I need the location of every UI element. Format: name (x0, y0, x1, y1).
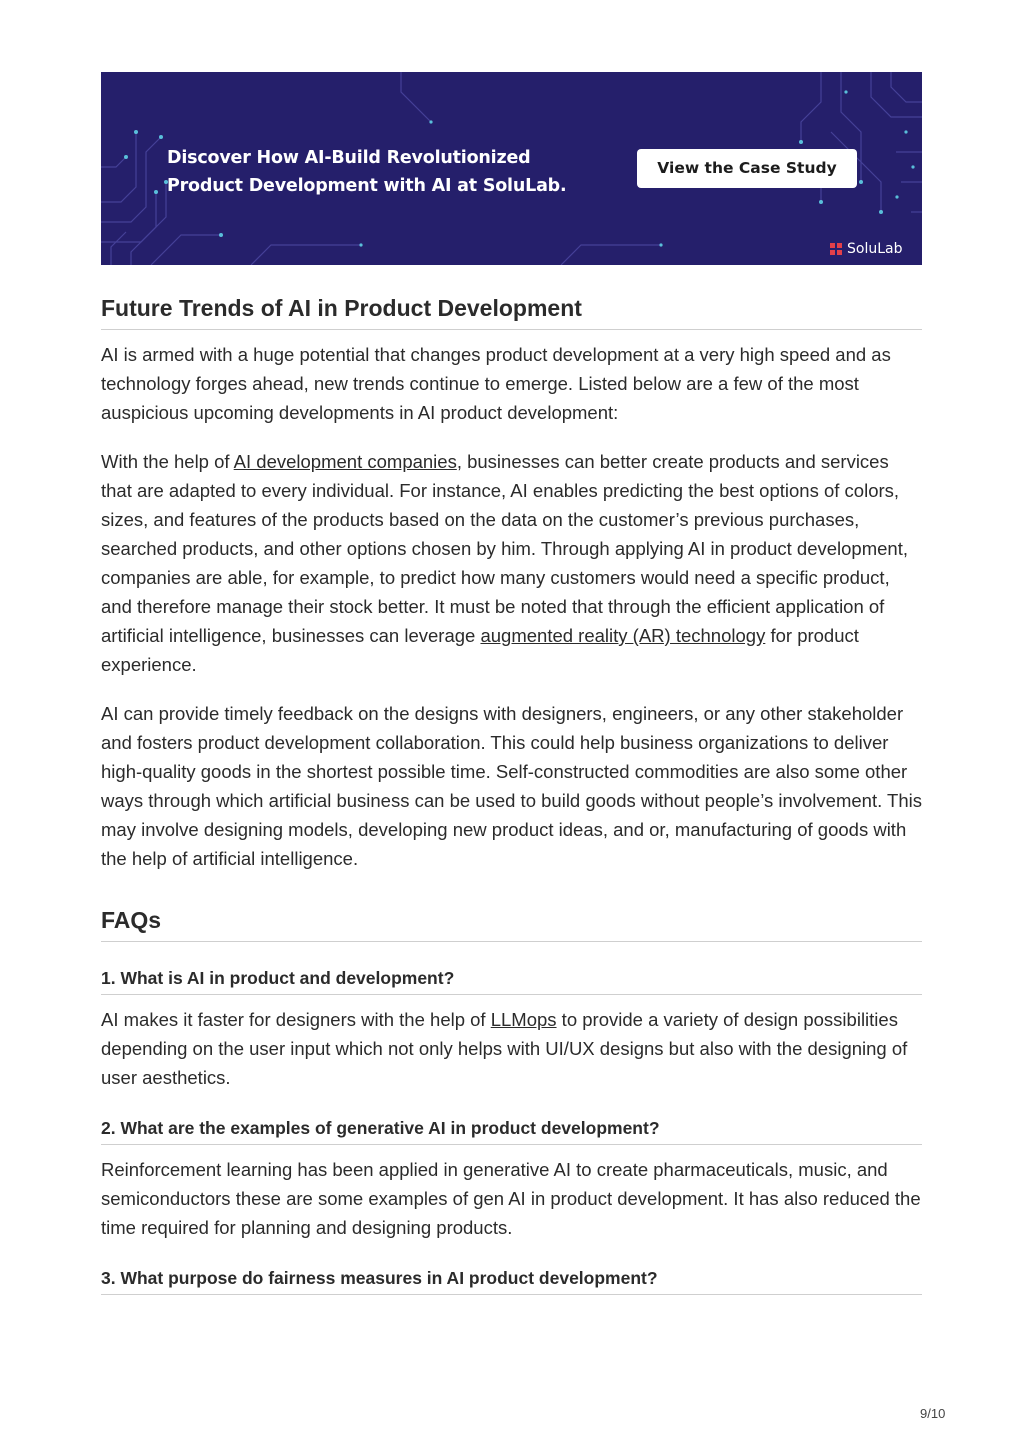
paragraph-personalization (101, 447, 922, 679)
faq-question-1: 1. What is AI in product and development? (101, 968, 922, 995)
view-case-study-button[interactable]: View the Case Study (637, 149, 857, 188)
case-study-banner[interactable] (101, 72, 922, 265)
text-segment: to provide a variety of design possibilities depending on the user input which not only helps with UI/UX designs but also with the designing of user aesthetics. (101, 1009, 908, 1088)
text-segment: , businesses can better create products and services that are adapted to every individual. For instance, AI enables predicting the best options of colors, sizes, and features of the products based on the data on the customer’s previous purchases, searched products, and other options chosen by him. Through applying AI in product development, companies are able, for example, to predict how many customers would need a specific product, and therefore manage their stock better. It must be noted that through the efficient application of artificial intelligence, businesses can leverage (101, 451, 908, 646)
banner-headline (167, 144, 587, 200)
faq-question-2: 2. What are the examples of generative AI in product development? (101, 1118, 922, 1145)
document-page (101, 72, 922, 1295)
link-ai-development-companies[interactable]: AI development companies (233, 451, 457, 472)
page-number: 9/10 (920, 1406, 946, 1421)
text-segment: With the help of (101, 451, 234, 472)
text-segment: for product experience. (101, 625, 859, 675)
solulab-logo-text: SoluLab (847, 241, 903, 257)
banner-headline-line1: Discover How AI-Build Revolutionized (167, 148, 531, 168)
link-augmented-reality[interactable]: augmented reality (AR) technology (480, 625, 766, 646)
banner-headline-line2: Product Development with AI at SoluLab. (167, 176, 567, 196)
faq-answer-2: Reinforcement learning has been applied in generative AI to create pharmaceuticals, music, and semiconductors these are some examples of gen AI in product development. It has also reduced the time required for planning and designing products. (101, 1159, 921, 1238)
paragraph-intro: AI is armed with a huge potential that changes product development at a very high speed and as technology forges ahead, new trends continue to emerge. Listed below are a few of the most auspicious upcoming developments in AI product development: (101, 344, 891, 423)
faq-answer-1 (101, 1005, 922, 1092)
paragraph-feedback: AI can provide timely feedback on the designs with designers, engineers, or any other stakeholder and fosters product development collaboration. This could help business organizations to deliver high-quality goods in the shortest possible time. Self-constructed commodities are also some other ways through which artificial business can be used to build goods without people’s involvement. This may involve designing models, developing new product ideas, and or, manufacturing of goods with the help of artificial intelligence. (101, 703, 922, 869)
solulab-logo-icon (830, 243, 842, 255)
section-heading-faqs: FAQs (101, 907, 922, 942)
faq-question-3: 3. What purpose do fairness measures in AI product development? (101, 1268, 922, 1295)
text-segment: AI makes it faster for designers with the help of (101, 1009, 491, 1030)
section-heading-future-trends: Future Trends of AI in Product Development (101, 295, 922, 330)
link-llmops[interactable]: LLMops (490, 1009, 557, 1030)
solulab-logo (830, 240, 902, 258)
